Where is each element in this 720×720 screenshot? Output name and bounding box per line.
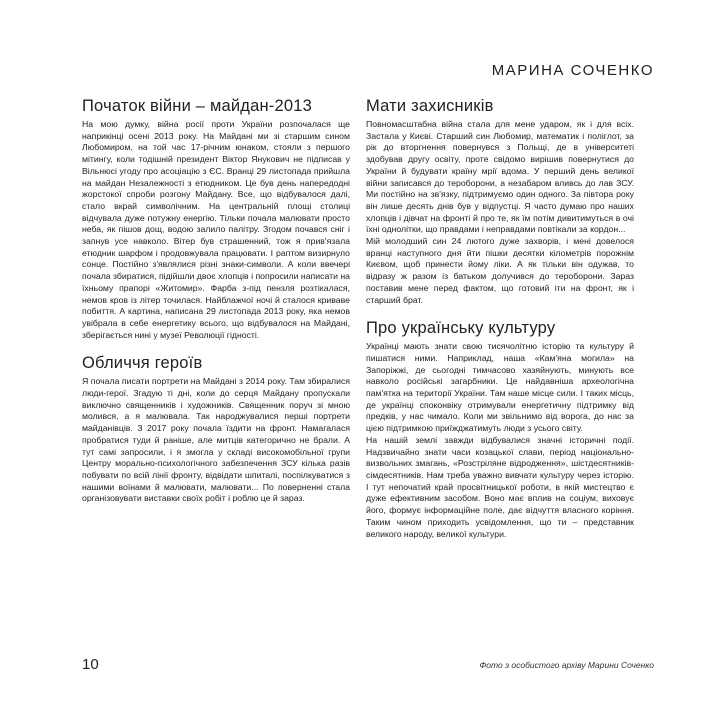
section-title-faces-of-heroes: Обличчя героїв xyxy=(82,354,203,373)
paragraph: Повномасштабна війна стала для мене ударом, як і для всіх. Застала у Києві. Старший син Любомир, математик і поліглот, за рік до вторгнення повернувся з Польщі, де в університеті здобував другу освіту, проте свідомо вирішив повернутися до України й будувати країну мрії вдома. У перший день великої війни записався до тероборони, а незабаром вливсь до лав ЗСУ. Ми постійно на зв'язку, підтримуємо один одного. За півтора року він лише десять днів був у відпустці. Я часто думаю про наших хлопців і дівчат на фронті й про те, як їм потім дивитимуться в очі їхні однолітки, що правдами і неправдами повтікали за кордон... xyxy=(366,119,634,235)
paragraph: Українці мають знати свою тисячолітню історію та культуру й пишатися ними. Наприклад, наша «Кам'яна могила» на Запоріжжі, де сьогодні тимчасово хазяйнують, минують все навколо російські загарбники. Це найдавніша археологічна пам'ятка на території України. Там наше місце сили. І таких місць, де українці споконвіку отримували енергетичну підтримку від предків, у нас чимало. Коли ми звільнимо від ворога, до нас за цією підтримкою приїжджатимуть люди з усього світу. xyxy=(366,341,634,434)
author-name-header: МАРИНА СОЧЕНКО xyxy=(491,62,654,79)
photo-caption: Фото з особистого архіву Марини Соченко xyxy=(479,660,654,670)
paragraph: На нашій землі завжди відбувалися значні історичні події. Надзвичайно знати часи козацької слави, період національно-визвольних змагань, «Розстріляне відродження», шістдесятників-сімдесятників. Нам треба уважно вивчати культуру через історію. І тут непочатий край просвітницької роботи, в якій мистецтво є дуже ефективним засобом. Воно має вплив на соціум, виховує його, формує інформаційне поле, дає відчуття власного коріння. Таким чином приходить усвідомлення, що ти – представник великого народу, великої культури. xyxy=(366,434,634,539)
page-number: 10 xyxy=(82,656,99,673)
right-column xyxy=(366,96,634,540)
paragraph: На мою думку, війна росії проти України розпочалася ще наприкінці осені 2013 року. На Майдані ми зі старшим сином Любомиром, на той час 17-річним юнаком, стояли з першого мітингу, коли тодішній президент Віктор Янукович не підписав у Вільнюсі угоду про асоціацію з ЄС. Вранці 29 листопада прийшла на майдан Незалежності з етюдником. Це був день напередодні жорстокої спроби розгону Майдану. Все, що відбувалося далі, стало вкрай символічним. На центральній площі столиці відчувала дуже потужну енергію. Тільки почала малювати просто неба, як пішов дощ, водою залило палітру. Згодом почався сніг і запнув усе навколо. Вітер був страшенний, тож я прив'язала етюдник шарфом і продовжувала працювати. І раптом визирнуло сонце. Постійно з'являлися різні знаки-символи. А коли ввечері почала збиратися, підійшли двоє хлопців і попросили написати на їхньому прапорі «Житомир». Фарба з-під пензля розтікалася, немов кров із літер точилася. Найблажчої ночі й сталося криваве побиття. А картина, написана 29 листопада 2013 року, яка немов увібрала в себе енергетику всього, що відбувалося на Майдані, зберігається нині у музеї Революції гідності. xyxy=(82,119,350,340)
section-title-ukrainian-culture: Про українську культуру xyxy=(366,319,556,338)
paragraph: Я почала писати портрети на Майдані з 2014 року. Там збиралися люди-герої. Згадую ті дні, коли до серця Майдану пропускали виключно священників і художників. Священник поруч зі мною молився, а я малювала. Так народжувалися перші портрети майданівців. З 2017 року почала їздити на фронт. Намагалася пробратися туди й раніше, але митців категорично не брали. А тут самі запросили, і я змогла у складі високомобільної групи Центру морально-психологічного забезпечення ЗСУ кілька разів побувати по всій лінії фронту, відвідати шпиталі, поспілкуватися з нашими воїнами й малювати, малювати... По поверненні стала організовувати виставки своїх робіт і роблю це й зараз. xyxy=(82,376,350,504)
left-column xyxy=(82,96,350,505)
section-title-war-beginning: Початок війни – майдан-2013 xyxy=(82,97,313,115)
paragraph: Мій молодший син 24 лютого дуже захворів, і мені довелося вранці наступного дня йти пішки десятки кілометрів порожнім Києвом, щоб принести йому ліки. А як тільки він одужав, то відразу ж разом із батьком долучився до тероборони. Зараз поставив мене перед фактом, що готовий іти на фронт, як і старший брат. xyxy=(366,236,634,305)
section-title-mother-of-defenders: Мати захисників xyxy=(366,97,494,115)
